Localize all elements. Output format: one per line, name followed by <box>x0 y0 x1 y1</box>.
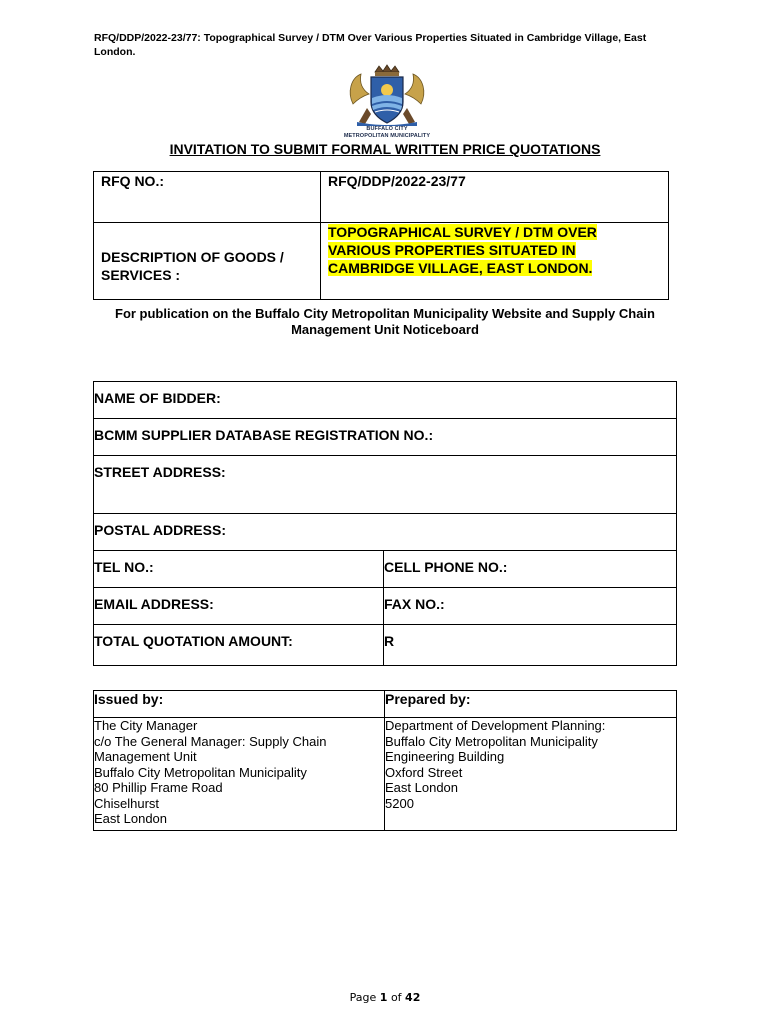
prepared-by-line: Engineering Building <box>385 749 505 764</box>
prepared-by-line: Oxford Street <box>385 764 463 780</box>
prepared-by-line: East London <box>385 780 459 795</box>
rfq-details-table <box>93 171 669 300</box>
bidder-name-label: NAME OF BIDDER: <box>94 390 221 406</box>
registration-number-label: BCMM SUPPLIER DATABASE REGISTRATION NO.: <box>94 427 434 443</box>
document-title: INVITATION TO SUBMIT FORMAL WRITTEN PRICE QUOTATIONS <box>169 141 601 157</box>
crest-caption <box>320 126 454 140</box>
rfq-description-label <box>94 223 321 300</box>
registration-number-row[interactable] <box>94 419 677 456</box>
cell-phone-label: CELL PHONE NO.: <box>384 559 508 575</box>
street-address-label: STREET ADDRESS: <box>94 464 226 480</box>
bidder-name-row[interactable] <box>94 382 677 419</box>
tel-label: TEL NO.: <box>94 559 154 575</box>
tel-cell[interactable] <box>94 551 384 588</box>
issued-by-line: 80 Phillip Frame Road <box>94 780 223 795</box>
publication-note: For publication on the Buffalo City Metropolitan Municipality Website and Supply Chain Management Unit Noticeboard <box>115 306 655 337</box>
cell-phone-cell[interactable] <box>384 551 677 588</box>
rfq-number-label: RFQ NO.: <box>94 172 321 223</box>
issue-heading-row <box>94 691 677 718</box>
rfq-description-value <box>321 223 669 300</box>
rfq-number-value: RFQ/DDP/2022-23/77 <box>321 172 669 223</box>
page-total: 42 <box>405 991 421 1004</box>
email-label: EMAIL ADDRESS: <box>94 596 214 612</box>
total-amount-label: TOTAL QUOTATION AMOUNT: <box>94 633 293 649</box>
email-fax-row <box>94 588 677 625</box>
issue-address-row <box>94 718 677 831</box>
page-word: Page <box>349 991 377 1004</box>
postal-address-label: POSTAL ADDRESS: <box>94 522 226 538</box>
issued-by-line: East London <box>94 811 168 826</box>
issued-by-address <box>94 718 385 831</box>
rfq-description-label-line1: DESCRIPTION OF GOODS / <box>101 249 284 265</box>
prepared-by-line: 5200 <box>385 795 414 811</box>
total-amount-row <box>94 625 677 666</box>
page-current: 1 <box>379 991 388 1004</box>
rfq-number-row <box>94 172 669 223</box>
issued-prepared-table <box>93 690 677 831</box>
issued-by-line: Chiselhurst <box>94 795 160 811</box>
rfq-description-line3: CAMBRIDGE VILLAGE, EAST LONDON. <box>328 260 593 276</box>
crest-caption-line1: BUFFALO CITY <box>366 126 408 132</box>
street-address-row[interactable] <box>94 456 677 514</box>
phone-row <box>94 551 677 588</box>
currency-symbol: R <box>384 633 395 649</box>
postal-address-row[interactable] <box>94 514 677 551</box>
issued-by-line: Buffalo City Metropolitan Municipality <box>94 764 307 780</box>
prepared-by-heading: Prepared by: <box>385 691 677 718</box>
total-amount-value-cell[interactable] <box>384 625 677 666</box>
fax-cell[interactable] <box>384 588 677 625</box>
running-header: RFQ/DDP/2022-23/77: Topographical Survey / DTM Over Various Properties Situated in Cambridge Village, East London. <box>94 32 647 58</box>
prepared-by-address <box>385 718 677 831</box>
rfq-description-label-line2: SERVICES : <box>101 267 181 283</box>
bidder-details-form <box>93 381 677 666</box>
crest-caption-line2: METROPOLITAN MUNICIPALITY <box>343 133 431 139</box>
page-number-footer <box>0 991 770 1004</box>
issued-by-heading: Issued by: <box>94 691 385 718</box>
rfq-description-line1: TOPOGRAPHICAL SURVEY / DTM OVER <box>328 224 597 240</box>
rfq-description-line2: VARIOUS PROPERTIES SITUATED IN <box>328 242 576 258</box>
prepared-by-line: Buffalo City Metropolitan Municipality <box>385 733 598 749</box>
fax-label: FAX NO.: <box>384 596 445 612</box>
issued-by-line: Management Unit <box>94 749 197 764</box>
total-amount-label-cell <box>94 625 384 666</box>
prepared-by-line: Department of Development Planning: <box>385 718 606 733</box>
of-word: of <box>390 991 402 1004</box>
email-cell[interactable] <box>94 588 384 625</box>
issued-by-line: The City Manager <box>94 718 198 733</box>
rfq-description-row <box>94 223 669 300</box>
issued-by-line: c/o The General Manager: Supply Chain <box>94 733 327 749</box>
